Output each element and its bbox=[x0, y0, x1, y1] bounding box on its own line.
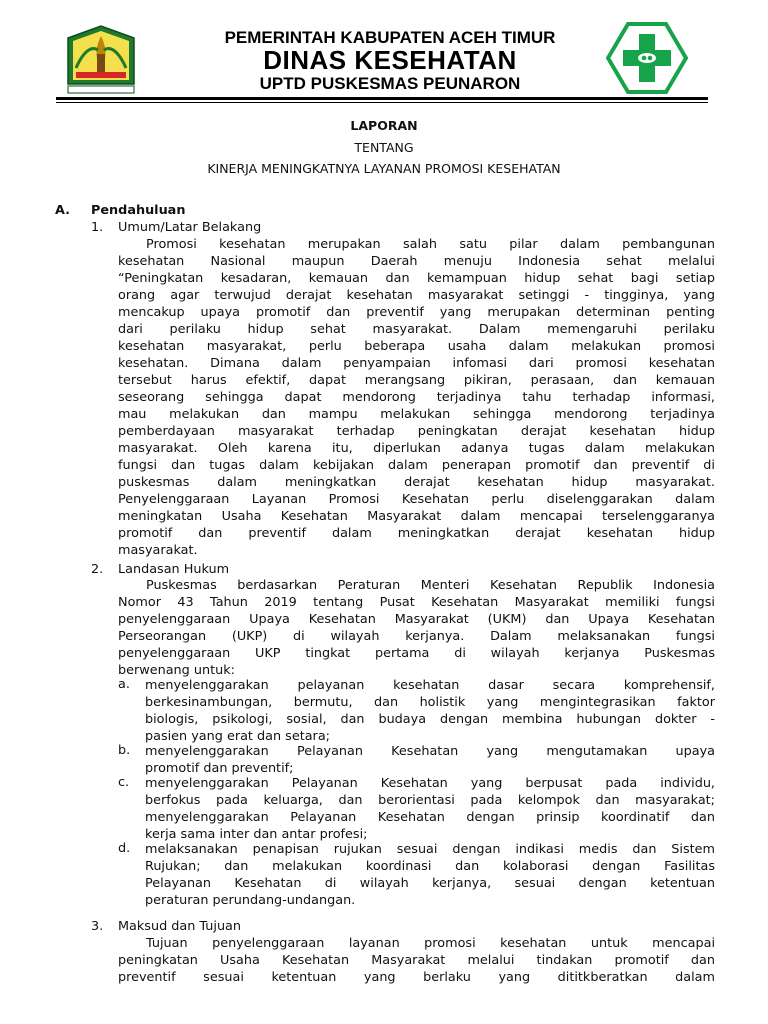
paragraph-line: mau melakukan dan mampu melakukan sehingga mendorong terjadinya bbox=[118, 407, 715, 422]
section-a-title: Pendahuluan bbox=[91, 203, 186, 218]
item-1-number: 1. bbox=[91, 220, 104, 235]
header-divider-thick bbox=[56, 97, 708, 100]
paragraph-line: menyelenggarakan Pelayanan Kesehatan dengan prinsip koordinatif dan bbox=[145, 810, 715, 825]
paragraph-line: menyelenggarakan pelayanan kesehatan dasar secara komprehensif, bbox=[145, 678, 715, 693]
paragraph-line: menyelenggarakan Pelayanan Kesehatan yang berpusat pada individu, bbox=[145, 776, 715, 791]
item-3-number: 3. bbox=[91, 919, 104, 934]
subitem-a-letter: a. bbox=[118, 677, 130, 692]
item-2-title: Landasan Hukum bbox=[118, 562, 230, 577]
paragraph-line: seseorang sehingga dapat mendorong terjadinya tahu terhadap informasi, bbox=[118, 390, 715, 405]
paragraph-line: kesehatan masyarakat, perlu beberapa usaha dalam melakukan promosi bbox=[118, 339, 715, 354]
paragraph-line: Rujukan; dan melakukan koordinasi dan kolaborasi dengan Fasilitas bbox=[145, 859, 715, 874]
paragraph-line: Penyelenggaraan Layanan Promosi Kesehatan perlu diselenggarakan dalam bbox=[118, 492, 715, 507]
health-cross-emblem-icon bbox=[606, 22, 688, 94]
header-agency-name: DINAS KESEHATAN bbox=[263, 45, 517, 75]
paragraph-line: fungsi dan tugas dalam kebijakan dalam penerapan promotif dan preventif di bbox=[118, 458, 715, 473]
report-title: LAPORAN bbox=[350, 118, 418, 133]
aceh-timur-emblem-icon bbox=[62, 24, 140, 96]
paragraph-line: pemberdayaan masyarakat terhadap peningkatan derajat kesehatan hidup bbox=[118, 424, 715, 439]
paragraph-line: tersebut harus efektif, dapat merangsang pikiran, perasaan, dan kemauan bbox=[118, 373, 715, 388]
subitem-d-text bbox=[145, 841, 715, 909]
section-a-letter: A. bbox=[55, 203, 71, 218]
paragraph-line: masyarakat. bbox=[118, 543, 198, 558]
paragraph-line: Perseorangan (UKP) di wilayah kerjanya. Dalam melaksanakan fungsi bbox=[118, 629, 715, 644]
paragraph-line: mencakup upaya promotif dan preventif yang merupakan determinan penting bbox=[118, 305, 715, 320]
paragraph-line: kerja sama inter dan antar profesi; bbox=[145, 827, 368, 842]
paragraph-line: peningkatan Usaha Kesehatan Masyarakat melalui tindakan promotif dan bbox=[118, 953, 715, 968]
paragraph-line: masyarakat. Oleh karena itu, diperlukan adanya tugas dalam melakukan bbox=[118, 441, 715, 456]
header-divider-thin bbox=[56, 102, 708, 103]
paragraph-line: Nomor 43 Tahun 2019 tentang Pusat Kesehatan Masyarakat memiliki fungsi bbox=[118, 595, 715, 610]
paragraph-line: penyelenggaraan UKP tingkat pertama di wilayah kerjanya Puskesmas bbox=[118, 646, 715, 661]
paragraph-line: puskesmas dalam meningkatkan derajat kesehatan hidup masyarakat. bbox=[118, 475, 715, 490]
paragraph-line: melaksanakan penapisan rujukan sesuai dengan indikasi medis dan Sistem bbox=[145, 842, 715, 857]
item-2-paragraph bbox=[118, 577, 715, 679]
header-government-name: PEMERINTAH KABUPATEN ACEH TIMUR bbox=[224, 28, 556, 47]
paragraph-line: preventif sesuai ketentuan yang berlaku yang dititkberatkan dalam bbox=[118, 970, 715, 985]
paragraph-line: biologis, psikologi, sosial, dan budaya dengan membina hubungan dokter - bbox=[145, 712, 715, 727]
paragraph-line: Pelayanan Kesehatan di wilayah kerjanya, sesuai dengan ketentuan bbox=[145, 876, 715, 891]
item-3-title: Maksud dan Tujuan bbox=[118, 919, 242, 934]
report-subtitle-about: TENTANG bbox=[354, 140, 414, 155]
paragraph-line: berkesinambungan, bermutu, dan holistik yang mengintegrasikan faktor bbox=[145, 695, 715, 710]
subitem-b-letter: b. bbox=[118, 743, 131, 758]
paragraph-line: “Peningkatan kesadaran, kemauan dan kemampuan hidup sehat bagi setiap bbox=[118, 271, 715, 286]
header-unit-name: UPTD PUSKESMAS PEUNARON bbox=[259, 74, 521, 93]
paragraph-line: kesehatan Nasional maupun Daerah menuju Indonesia sehat melalui bbox=[118, 254, 715, 269]
paragraph-line: Puskesmas berdasarkan Peraturan Menteri Kesehatan Republik Indonesia bbox=[146, 578, 715, 593]
paragraph-line: berfokus pada keluarga, dan berorientasi pada kelompok dan masyarakat; bbox=[145, 793, 715, 808]
paragraph-line: dari perilaku hidup sehat masyarakat. Dalam memengaruhi perilaku bbox=[118, 322, 715, 337]
paragraph-line: promotif dan preventif; bbox=[145, 761, 294, 776]
paragraph-line: berwenang untuk: bbox=[118, 663, 235, 678]
paragraph-line: kesehatan. Dimana dalam penyampaian infomasi dari promosi kesehatan bbox=[118, 356, 715, 371]
paragraph-line: pasien yang erat dan setara; bbox=[145, 729, 330, 744]
item-2-number: 2. bbox=[91, 562, 104, 577]
subitem-d-letter: d. bbox=[118, 841, 131, 856]
item-3-paragraph bbox=[118, 935, 715, 986]
subitem-b-text bbox=[145, 743, 715, 777]
paragraph-line: peraturan perundang-undangan. bbox=[145, 893, 356, 908]
paragraph-line: penyelenggaraan Upaya Kesehatan Masyarakat (UKM) dan Upaya Kesehatan bbox=[118, 612, 715, 627]
subitem-c-letter: c. bbox=[118, 775, 130, 790]
item-1-paragraph bbox=[118, 236, 715, 559]
paragraph-line: Tujuan penyelenggaraan layanan promosi kesehatan untuk mencapai bbox=[146, 936, 715, 951]
paragraph-line: promotif dan preventif dalam meningkatkan derajat kesehatan hidup bbox=[118, 526, 715, 541]
paragraph-line: meningkatan Usaha Kesehatan Masyarakat dalam mencapai terselenggaranya bbox=[118, 509, 715, 524]
paragraph-line: menyelenggarakan Pelayanan Kesehatan yang mengutamakan upaya bbox=[145, 744, 715, 759]
subitem-c-text bbox=[145, 775, 715, 843]
item-1-title: Umum/Latar Belakang bbox=[118, 220, 262, 235]
paragraph-line: orang agar terwujud derajat kesehatan masyarakat setinggi - tingginya, yang bbox=[118, 288, 715, 303]
subitem-a-text bbox=[145, 677, 715, 745]
paragraph-line: Promosi kesehatan merupakan salah satu pilar dalam pembangunan bbox=[146, 237, 715, 252]
report-subject: KINERJA MENINGKATNYA LAYANAN PROMOSI KESEHATAN bbox=[207, 161, 561, 176]
